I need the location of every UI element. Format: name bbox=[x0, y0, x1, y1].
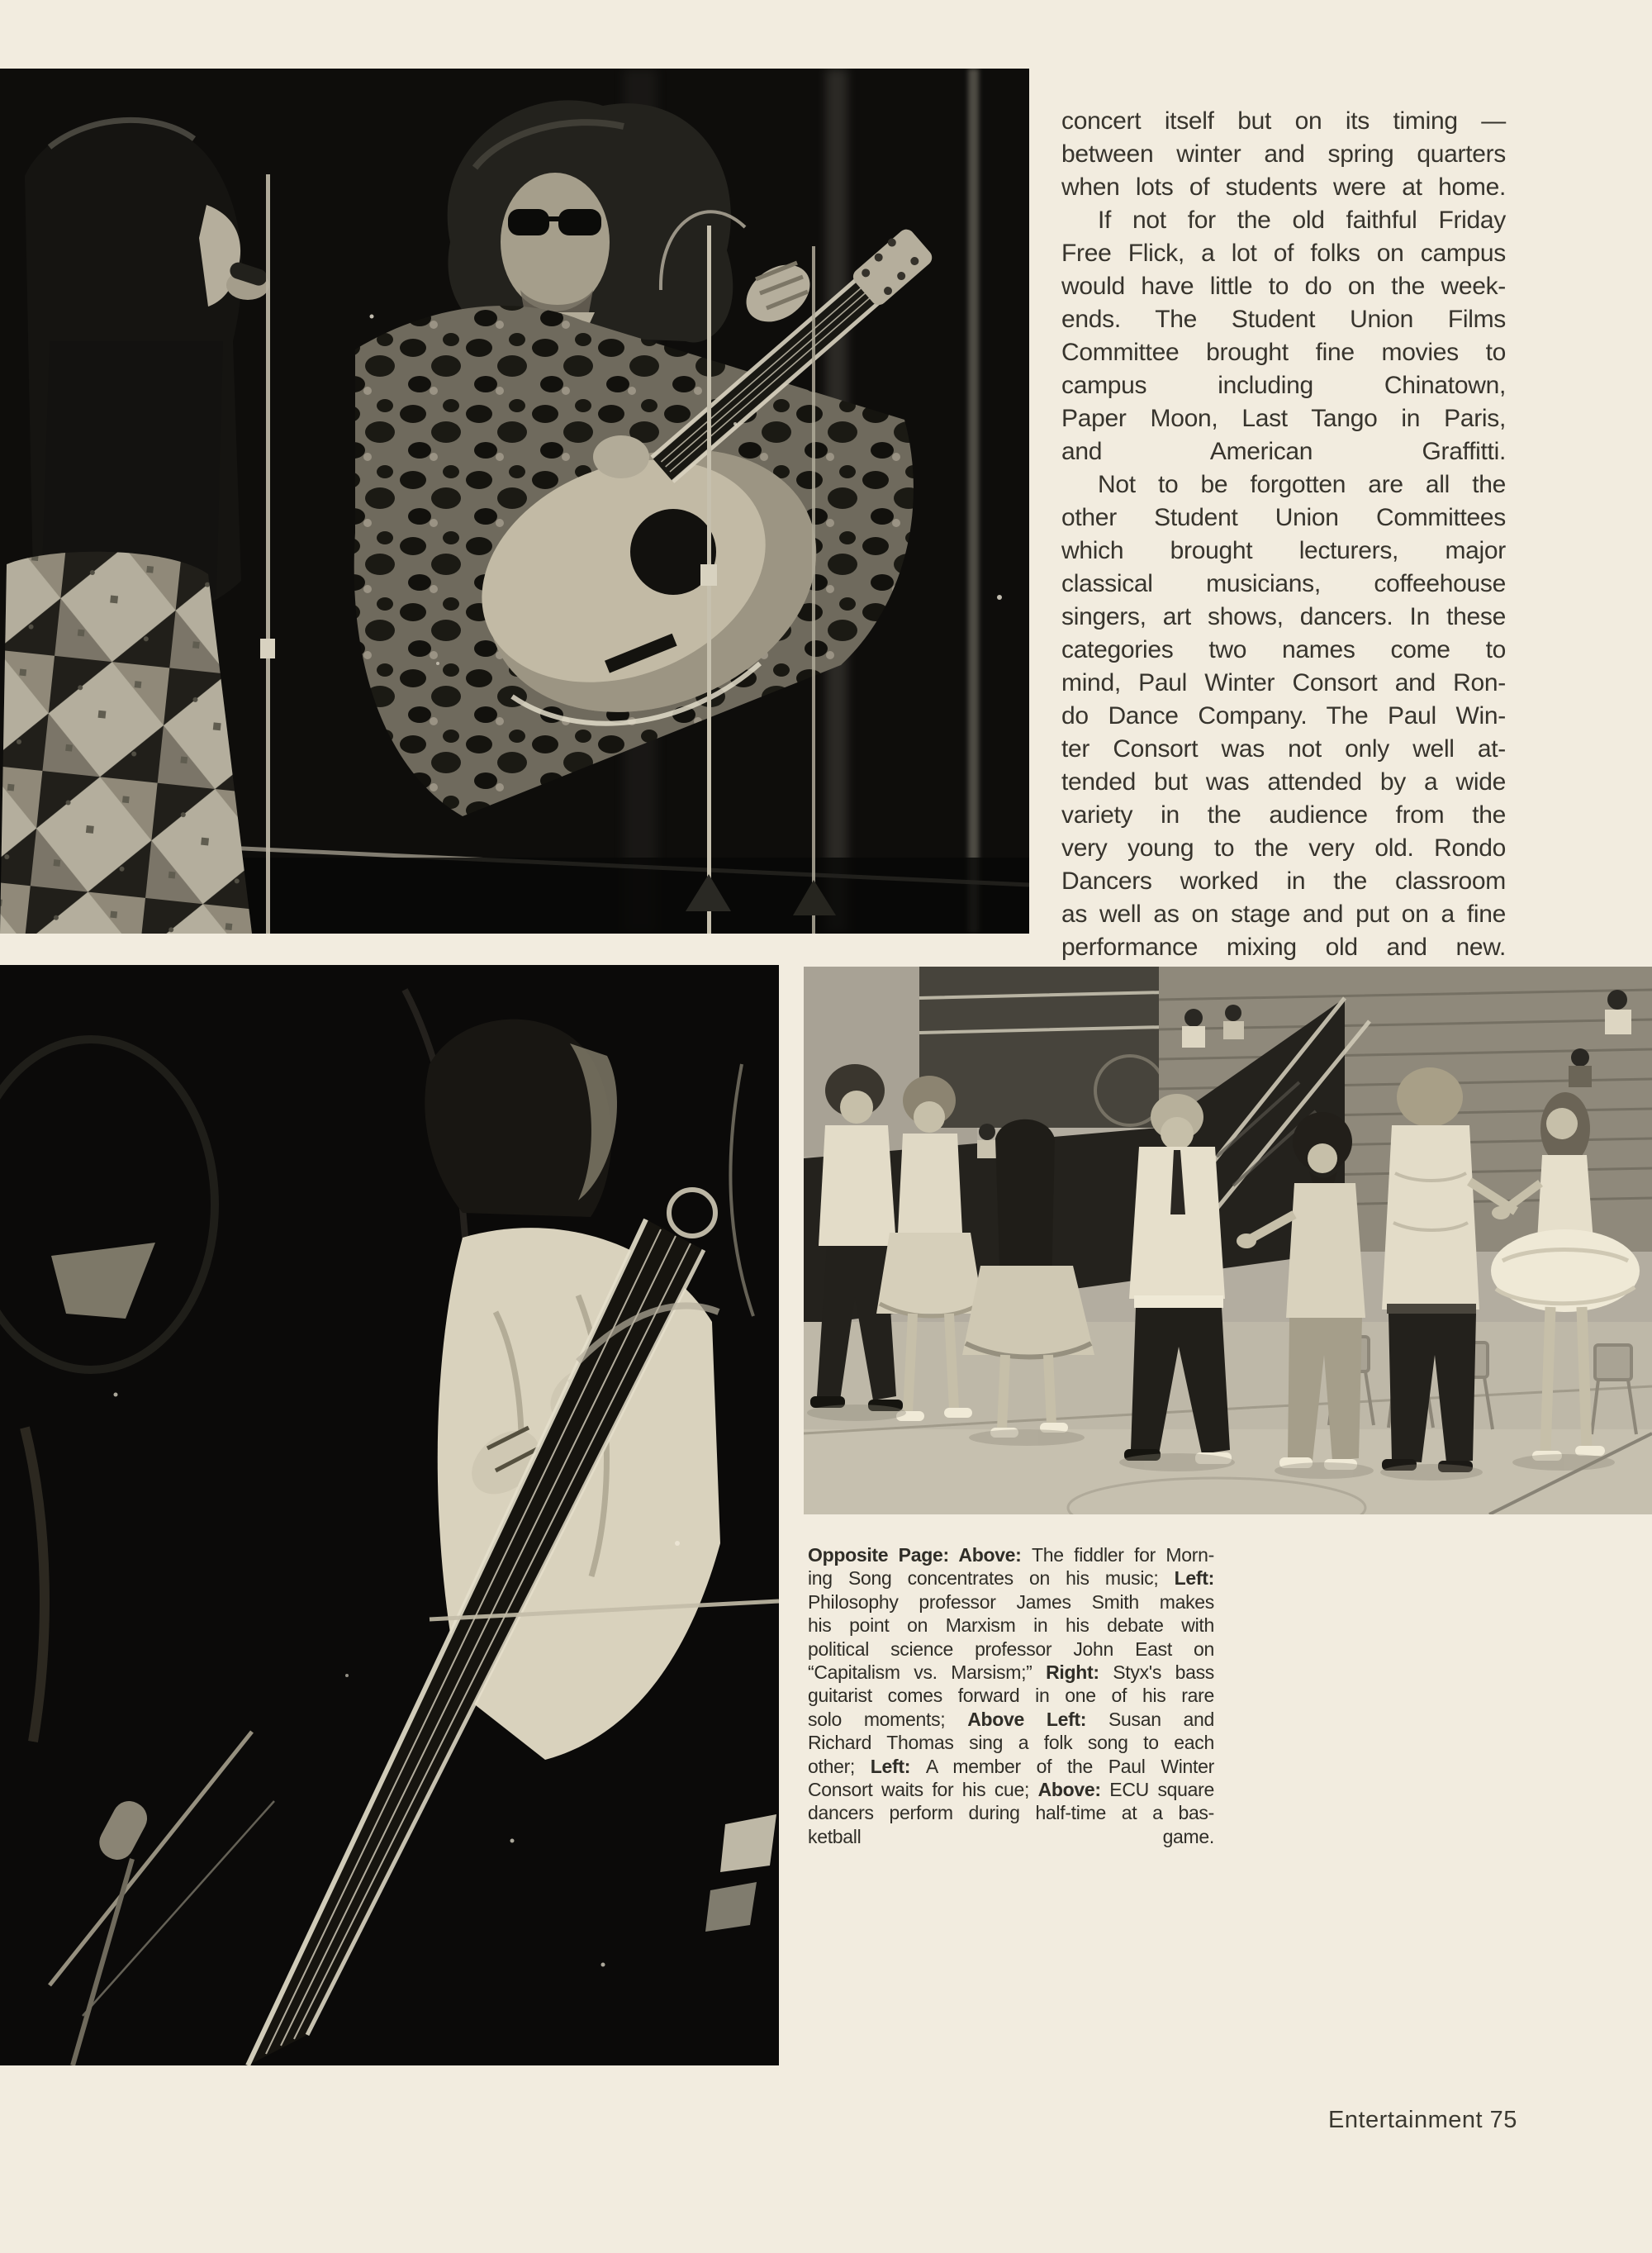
text-line: performance mixing old and new. bbox=[1061, 934, 1506, 961]
strumming-hand bbox=[593, 435, 649, 478]
photo-bass-player bbox=[0, 965, 779, 2065]
text-line: Paper Moon, Last Tango in Paris, bbox=[1061, 405, 1506, 432]
mic-stand bbox=[266, 174, 270, 934]
bass-player-illustration bbox=[0, 965, 779, 2065]
curtain-streak bbox=[968, 69, 979, 934]
square-dancers-illustration bbox=[804, 967, 1652, 1514]
text-line: campus including Chinatown, bbox=[1061, 372, 1506, 399]
text-line: Richard Thomas sing a folk song to each bbox=[808, 1732, 1214, 1754]
text-line: very young to the very old. Rondo bbox=[1061, 834, 1506, 862]
text-line: do Dance Company. The Paul Win- bbox=[1061, 702, 1506, 730]
text-line: which brought lecturers, major bbox=[1061, 537, 1506, 564]
text-line: between winter and spring quarters bbox=[1061, 140, 1506, 168]
text-line: would have little to do on the week- bbox=[1061, 273, 1506, 300]
photo-square-dancers bbox=[804, 967, 1652, 1514]
text-line: tended but was attended by a wide bbox=[1061, 768, 1506, 796]
page-footer bbox=[1328, 2107, 1517, 2134]
text-line: other Student Union Committees bbox=[1061, 504, 1506, 531]
footer-label: Entertainment 75 bbox=[1328, 2107, 1517, 2133]
text-line: other; Left: A member of the Paul Winter bbox=[808, 1755, 1214, 1777]
text-line: If not for the old faithful Friday bbox=[1098, 207, 1506, 234]
photo-captions bbox=[808, 1543, 1214, 1848]
text-line: his point on Marxism in his debate with bbox=[808, 1614, 1214, 1637]
text-line: Not to be forgotten are all the bbox=[1098, 471, 1506, 498]
text-line: ing Song concentrates on his music; Left: bbox=[808, 1567, 1214, 1590]
text-line: Consort waits for his cue; Above: ECU square bbox=[808, 1779, 1214, 1801]
text-line: ketball game. bbox=[808, 1825, 1214, 1847]
text-line: guitarist comes forward in one of his rare bbox=[808, 1685, 1214, 1707]
text-line: ter Consort was not only well at- bbox=[1061, 735, 1506, 763]
text-line: when lots of students were at home. bbox=[1061, 173, 1506, 201]
text-line: Dancers worked in the classroom bbox=[1061, 867, 1506, 895]
text-line: political science professor John East on bbox=[808, 1637, 1214, 1660]
text-line: Philosophy professor James Smith makes bbox=[808, 1590, 1214, 1613]
text-line: variety in the audience from the bbox=[1061, 801, 1506, 829]
article-text-column bbox=[1061, 105, 1506, 964]
text-line: singers, art shows, dancers. In these bbox=[1061, 603, 1506, 630]
photo-folk-duo bbox=[0, 69, 1029, 934]
text-line: and American Graffitti. bbox=[1061, 438, 1506, 465]
text-line: solo moments; Above Left: Susan and bbox=[808, 1708, 1214, 1730]
text-line: concert itself but on its timing — bbox=[1061, 107, 1506, 135]
text-line: dancers perform during half-time at a bas- bbox=[808, 1802, 1214, 1824]
singer-silhouette bbox=[0, 120, 269, 934]
text-line: categories two names come to bbox=[1061, 636, 1506, 663]
text-line: ends. The Student Union Films bbox=[1061, 306, 1506, 333]
text-line: Opposite Page: Above: The fiddler for Morn- bbox=[808, 1544, 1214, 1566]
text-line: classical musicians, coffeehouse bbox=[1061, 570, 1506, 597]
text-line: mind, Paul Winter Consort and Ron- bbox=[1061, 669, 1506, 696]
text-line: as well as on stage and put on a fine bbox=[1061, 901, 1506, 928]
text-line: Free Flick, a lot of folks on campus bbox=[1061, 240, 1506, 267]
text-line: Committee brought fine movies to bbox=[1061, 339, 1506, 366]
mic-stand-clamp bbox=[260, 639, 275, 658]
folk-duo-illustration bbox=[0, 69, 1029, 934]
text-line: “Capitalism vs. Marsism;” Right: Styx's bass bbox=[808, 1661, 1214, 1684]
